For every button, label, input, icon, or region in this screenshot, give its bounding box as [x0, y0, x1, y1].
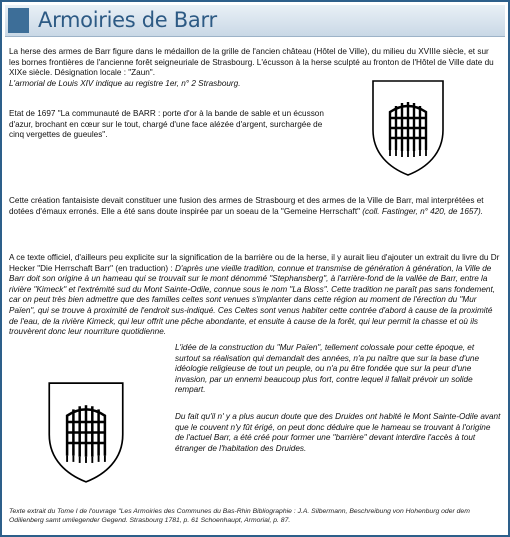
- paragraph-3-reference: (coll. Fastinger, n° 420, de 1657).: [362, 206, 483, 216]
- paragraph-3-text: Cette création fantaisiste devait constituer une fusion des armes de Strasbourg et des armes de la Ville de Barr, mal interprétées et dotées d'émaux erronés. Elle a été sans doute inspirée par un soeau de la "Gemeine Herrschaft": [9, 196, 484, 216]
- coat-of-arms-herse-icon: [370, 78, 446, 178]
- paragraph-1-reference: L'armorial de Louis XIV indique au registre 1er, n° 2 Strasbourg.: [9, 78, 241, 88]
- paragraph-2: Etat de 1697 "La communauté de BARR : porte d'or à la bande de sable et un écusson d'azur, brochant en cœur sur le tout, chargé d'une face alézée d'argent, surchargée de cinq vergettes de gueules".: [9, 109, 324, 140]
- paragraph-5: L'idée de la construction du "Mur Païen", tellement colossale pour cette époque, et surtout sa réalisation qui demandait des années, n'a pu naître que sur la base d'une idéologie religieuse de tout un peuple, ou n'a pu être fondée que sur la peur d'une invasion, par un ennemi beaucoup plus fort, contre lequel il fallait prévoir un solide rempart.: [175, 343, 479, 395]
- paragraph-4: [9, 253, 501, 338]
- paragraph-3: [9, 196, 501, 217]
- paragraph-4-text: A ce texte officiel, d'ailleurs peu explicite sur la signification de la barrière ou de la herse, il y aurait lieu d'ajouter un extrait du livre du Dr Hecker "Die Herrschaft Barr" (en traduction) :: [9, 253, 500, 273]
- page-header: [5, 5, 505, 37]
- header-accent-bar: [8, 8, 29, 33]
- paragraph-6: Du fait qu'il n' y a plus aucun doute que des Druides ont habité le Mont Sainte-Odile avant que le couvent n'y fût érigé, on peut donc déduire que le hameau se trouvant à l'origine de l'actuel Barr, a été créé pour former une "barrière" devant interdire l'accès à tout étranger de l'habitation des Druides.: [175, 412, 501, 453]
- coat-of-arms-herse-icon: [46, 380, 126, 485]
- source-note: Texte extrait du Tome I de l'ouvrage "Les Armoiries des Communes du Bas-Rhin Bibliographie : J.A. Silbermann, Beschreibung von Hohenburg oder dem Odilienberg samt umliegender Gegend. Strasbourg 1781, p. 61 Schoenhaupt, Armorial, p. 87.: [9, 508, 470, 524]
- paragraph-1-text: La herse des armes de Barr figure dans le médaillon de la grille de l'ancien château (Hôtel de Ville), du milieu du XVIIIe siècle, et sur les bornes frontières de l'ancienne forêt seigneuriale de Strasbourg. L'écusson à la herse sculpté au fronton de l'Hôtel de Ville date du XIXe siècle. Désignation locale : "Zaun".: [9, 47, 494, 78]
- paragraph-4-quote: D'après une vieille tradition, connue et transmise de génération à génération, la Ville de Barr doit son origine à un hameau qui se trouvait sur le mont dénommé "Stephansberg", à l'arrière-fond de la vallée de Barr, entre la rivière "Kimeck" et l'extrémité sud du Mont Sainte-Odile, connue sous le nom "La Bloss". Cette tradition ne paraît pas sans fondement, car on peut très bien admettre que des familles celtes sont venues s'implanter dans cette région au moment de l'érection du "Mur Païen", qui se trouve à proximité de l'endroit sus-indiqué. Ces Celtes sont venus habiter cette contrée d'abord à cause de la proximité de l'eau, de la rivière Kimeck, qui leur offrit une pêche abondante, et ensuite à cause de la forêt, qui leur permit la chasse et où ils trouvèrent donc leur nourriture quotidienne.: [9, 263, 496, 337]
- page-title: Armoiries de Barr: [38, 8, 217, 32]
